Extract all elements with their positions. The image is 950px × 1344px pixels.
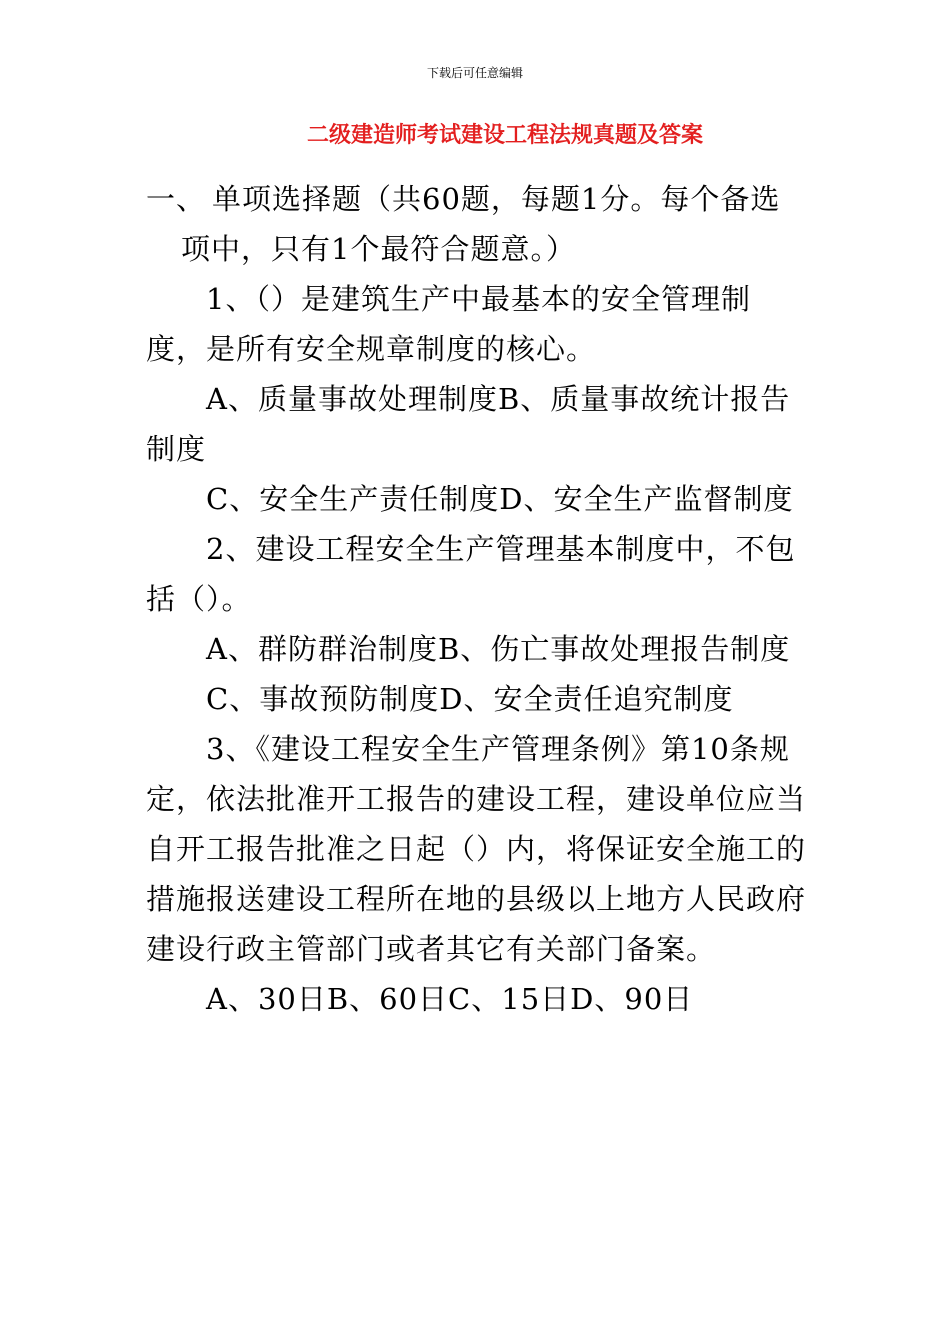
header-note: 下载后可任意编辑 [426, 66, 523, 80]
question-1-stem: 1、（）是建筑生产中最基本的安全管理制度，是所有安全规章制度的核心。 [146, 282, 751, 366]
section-heading [146, 174, 806, 274]
question-2-options-cd: C、事故预防制度D、安全责任追究制度 [206, 682, 734, 716]
document-body [146, 174, 806, 1024]
section-heading-text: 单项选择题（共60题，每题1分。每个备选项中，只有1个最符合题意。） [181, 182, 781, 266]
question-3-options: A、30日B、60日C、15日D、90日 [206, 982, 694, 1016]
question-3-stem: 3、《建设工程安全生产管理条例》第10条规定，依法批准开工报告的建设工程，建设单位应当自开工报告批准之日起（）内，将保证安全施工的措施报送建设工程所在地的县级以上地方人民政府建设行政主管部门或者其它有关部门备案。 [146, 732, 807, 966]
question-1-options-ab: A、质量事故处理制度B、质量事故统计报告制度 [146, 382, 791, 466]
question-2-stem: 2、建设工程安全生产管理基本制度中，不包括（）。 [146, 532, 796, 616]
question-1-options-cd: C、安全生产责任制度D、安全生产监督制度 [206, 482, 794, 516]
question-2-options-ab: A、群防群治制度B、伤亡事故处理报告制度 [206, 632, 791, 666]
section-number: 一、 [146, 182, 207, 216]
document-title: 二级建造师考试建设工程法规真题及答案 [306, 123, 703, 148]
